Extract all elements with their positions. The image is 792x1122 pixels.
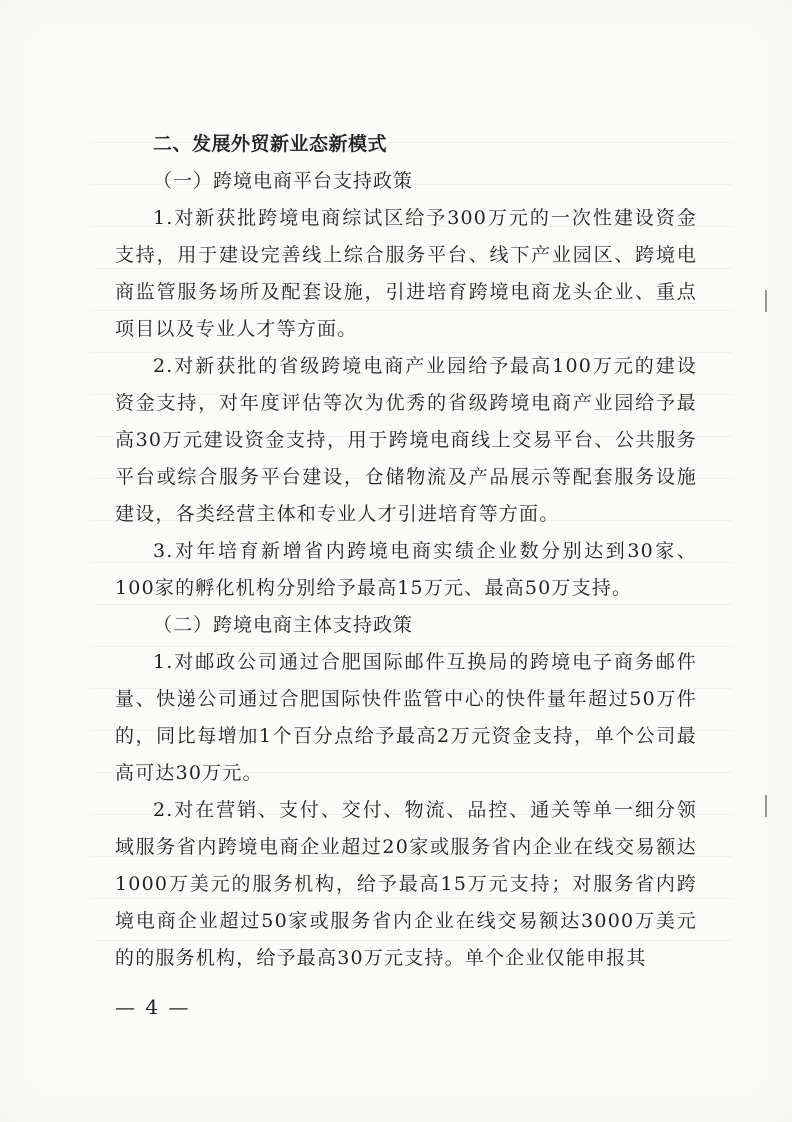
document-body	[115, 126, 697, 977]
page-number: — 4 —	[115, 995, 191, 1019]
paragraph: 2.对新获批的省级跨境电商产业园给予最高100万元的建设资金支持，对年度评估等次为优秀的省级跨境电商产业园给予最高30万元建设资金支持，用于跨境电商线上交易平台、公共服务平台或综合服务平台建设，仓储物流及产品展示等配套服务设施建设，各类经营主体和专业人才引进培育等方面。	[115, 355, 697, 525]
subsection-heading-entities: （二）跨境电商主体支持政策	[153, 614, 414, 636]
paragraph: 1.对邮政公司通过合肥国际邮件互换局的跨境电子商务邮件量、快递公司通过合肥国际快件监管中心的快件量年超过50万件的，同比每增加1个百分点给予最高2万元资金支持，单个公司最高可达30万元。	[115, 651, 697, 784]
scan-edge-mark	[765, 290, 767, 312]
paragraph: 1.对新获批跨境电商综试区给予300万元的一次性建设资金支持，用于建设完善线上综合服务平台、线下产业园区、跨境电商监管服务场所及配套设施，引进培育跨境电商龙头企业、重点项目以及专业人才等方面。	[115, 207, 697, 340]
paragraph: 2.对在营销、支付、交付、物流、品控、通关等单一细分领域服务省内跨境电商企业超过20家或服务省内企业在线交易额达1000万美元的服务机构，给予最高15万元支持；对服务省内跨境电商企业超过50家或服务省内企业在线交易额达3000万美元的的服务机构，给予最高30万元支持。单个企业仅能申报其	[115, 799, 697, 969]
subsection-heading-platform: （一）跨境电商平台支持政策	[153, 170, 414, 192]
paragraph: 3.对年培育新增省内跨境电商实绩企业数分别达到30家、100家的孵化机构分别给予最高15万元、最高50万支持。	[115, 540, 697, 599]
scan-edge-mark	[765, 795, 767, 817]
section-heading: 二、发展外贸新业态新模式	[153, 133, 388, 155]
